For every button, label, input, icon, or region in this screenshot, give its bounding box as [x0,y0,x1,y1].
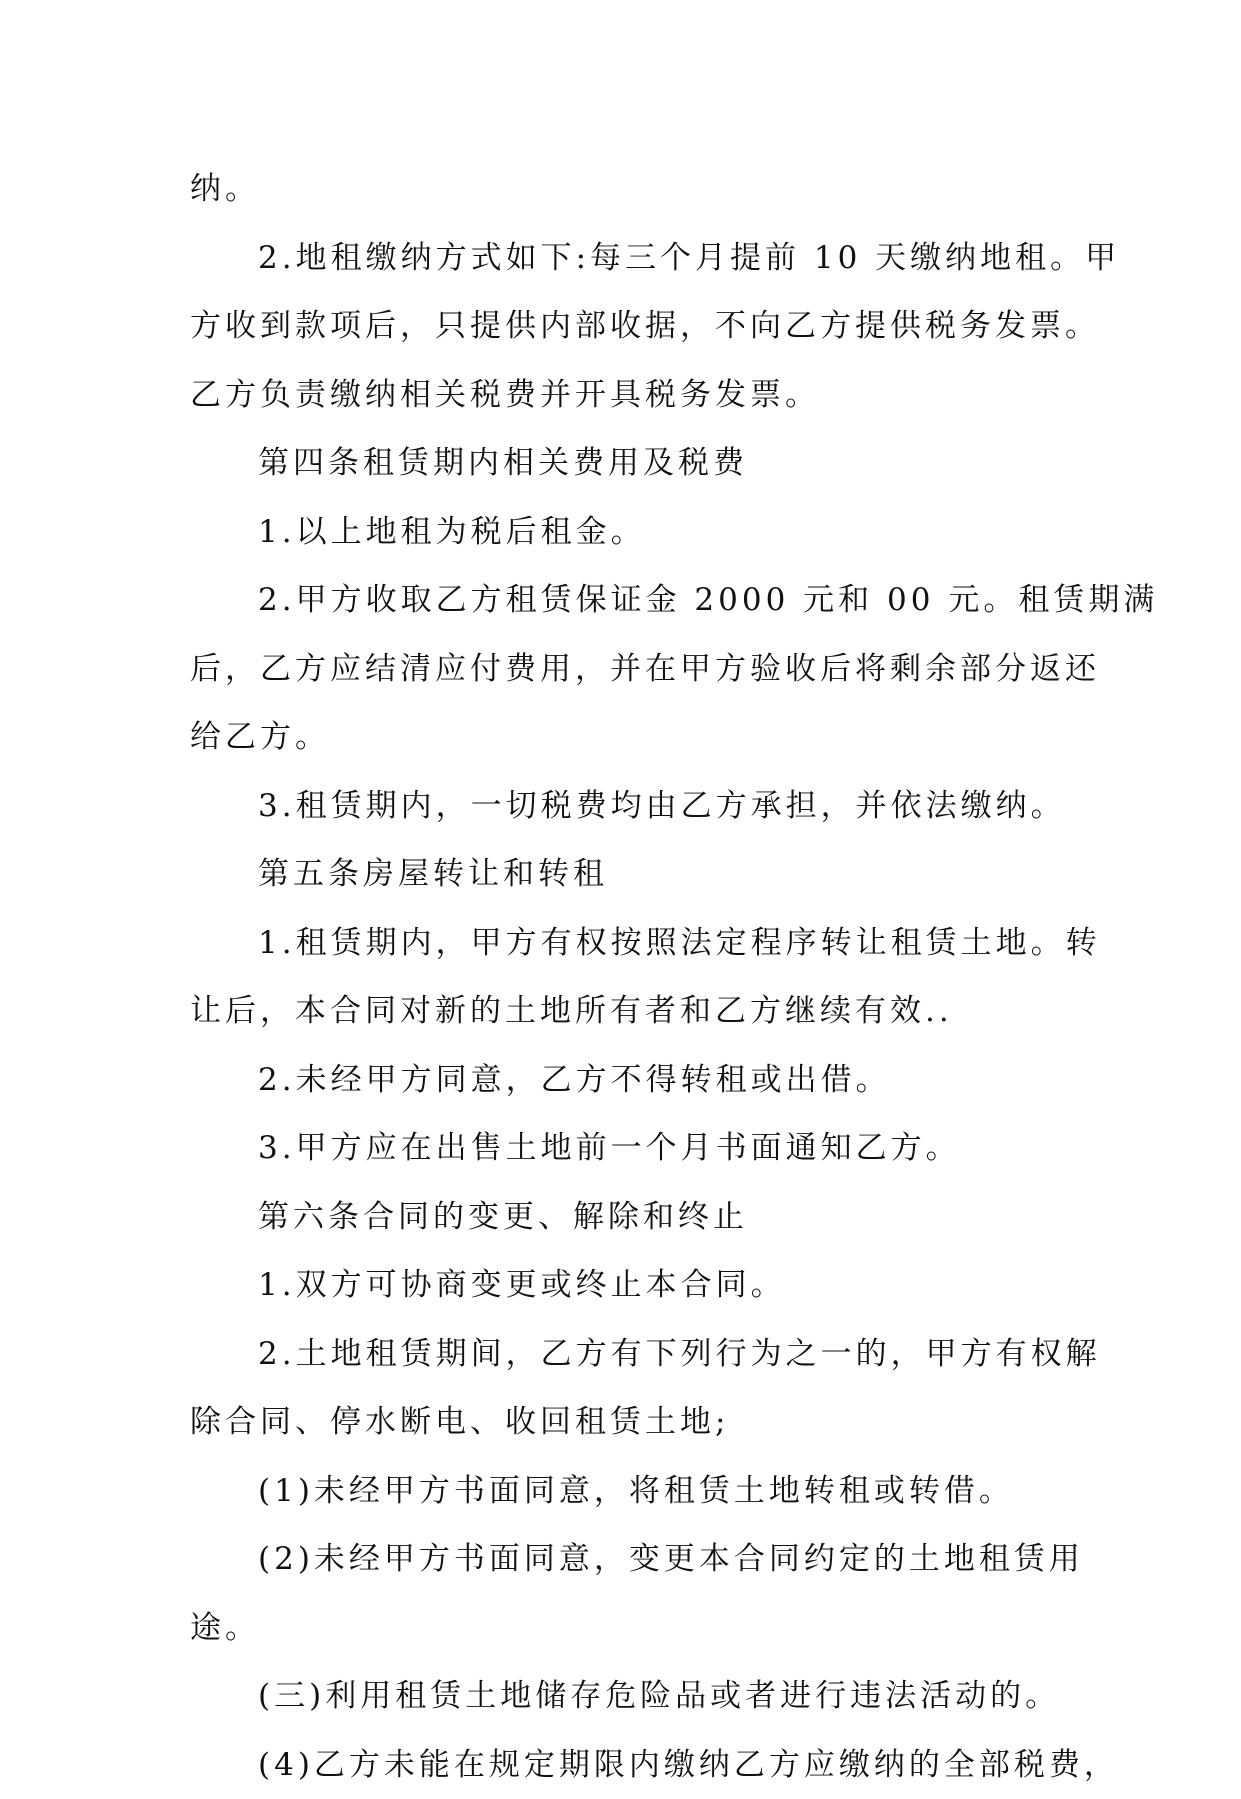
text-line: 给乙方。 [190,703,1070,772]
text-line: 纳。 [190,155,1070,224]
text-line: 2.土地租赁期间，乙方有下列行为之一的，甲方有权解 [190,1320,1070,1389]
text-line: 3.甲方应在出售土地前一个月书面通知乙方。 [190,1114,1070,1183]
text-line: 1.以上地租为税后租金。 [190,498,1070,567]
text-line: 1.租赁期内，甲方有权按照法定程序转让租赁土地。转 [190,909,1070,978]
text-line: 乙方负责缴纳相关税费并开具税务发票。 [190,361,1070,430]
text-line: 2.未经甲方同意，乙方不得转租或出借。 [190,1046,1070,1115]
text-line: 3.租赁期内，一切税费均由乙方承担，并依法缴纳。 [190,772,1070,841]
text-line: (4)乙方未能在规定期限内缴纳乙方应缴纳的全部税费， [190,1731,1070,1799]
section-heading: 第四条租赁期内相关费用及税费 [190,429,1070,498]
text-line: 方收到款项后，只提供内部收据，不向乙方提供税务发票。 [190,292,1070,361]
section-heading: 第五条房屋转让和转租 [190,840,1070,909]
section-heading: 第六条合同的变更、解除和终止 [190,1183,1070,1252]
text-line: 途。 [190,1594,1070,1663]
text-line: (2)未经甲方书面同意，变更本合同约定的土地租赁用 [190,1525,1070,1594]
text-line: 后，乙方应结清应付费用，并在甲方验收后将剩余部分返还 [190,635,1070,704]
text-line: (三)利用租赁土地储存危险品或者进行违法活动的。 [190,1662,1070,1731]
text-line: 除合同、停水断电、收回租赁土地; [190,1388,1070,1457]
text-line: 1.双方可协商变更或终止本合同。 [190,1251,1070,1320]
text-line: 2.甲方收取乙方租赁保证金 2000 元和 00 元。租赁期满 [190,566,1070,635]
document-body [190,155,1070,1799]
text-line: (1)未经甲方书面同意，将租赁土地转租或转借。 [190,1457,1070,1526]
text-line: 让后，本合同对新的土地所有者和乙方继续有效.. [190,977,1070,1046]
text-line: 2.地租缴纳方式如下:每三个月提前 10 天缴纳地租。甲 [190,224,1070,293]
